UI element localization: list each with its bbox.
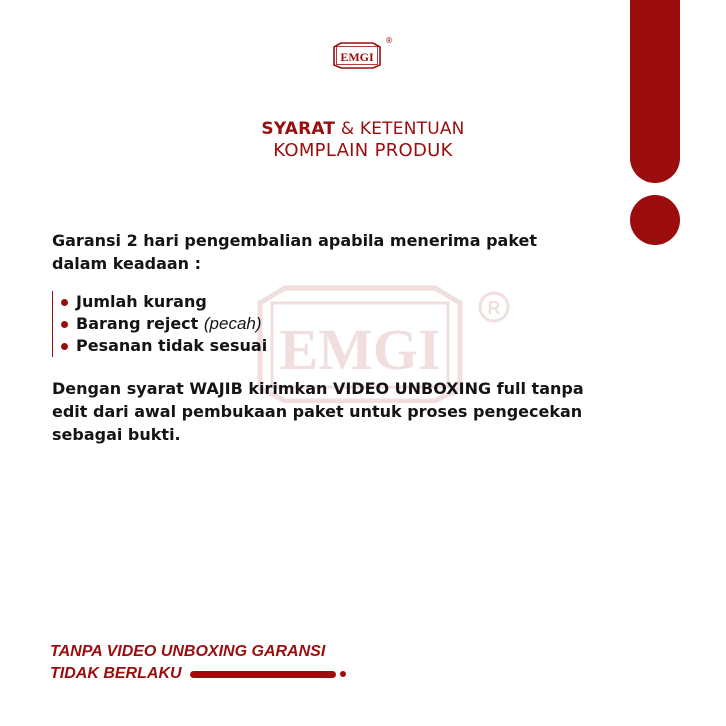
registered-mark: ® (385, 36, 393, 45)
decorative-bar (190, 671, 336, 678)
decorative-dot (340, 671, 346, 677)
intro-text: Garansi 2 hari pengembalian apabila menerima paket dalam keadaan : (52, 231, 538, 273)
logo-text: EMGI (340, 50, 374, 64)
footer-warning (50, 641, 346, 685)
list-item-note: (pecah) (203, 314, 262, 333)
list-item-text: Pesanan tidak sesuai (76, 336, 268, 355)
bullet-dot-icon (61, 321, 68, 328)
footer-line2-row (50, 663, 346, 685)
title-bold: SYARAT (261, 119, 336, 139)
conditions-list (52, 291, 267, 357)
list-item-text: Barang reject (76, 314, 199, 333)
title-connector: & KETENTUAN (335, 119, 465, 139)
watermark-text: EMGI (279, 317, 441, 382)
footer-line1: TANPA VIDEO UNBOXING GARANSI (50, 643, 326, 660)
bullet-dot-icon (61, 343, 68, 350)
title-line2: KOMPLAIN PRODUK (273, 140, 453, 161)
list-item (61, 335, 267, 357)
emgi-logo (331, 41, 383, 69)
bullet-dot-icon (61, 299, 68, 306)
list-item-text: Jumlah kurang (76, 292, 207, 311)
list-item (61, 313, 267, 335)
svg-text:R: R (487, 298, 501, 318)
page-title (0, 118, 726, 162)
exclamation-dot-icon (630, 195, 680, 245)
footer-line2: TIDAK BERLAKU (50, 665, 182, 682)
title-line1 (0, 118, 726, 140)
condition-text: Dengan syarat WAJIB kirimkan VIDEO UNBOXING full tanpa edit dari awal pembukaan paket untuk proses pengecekan sebagai bukti. (52, 379, 584, 444)
list-item (61, 291, 267, 313)
